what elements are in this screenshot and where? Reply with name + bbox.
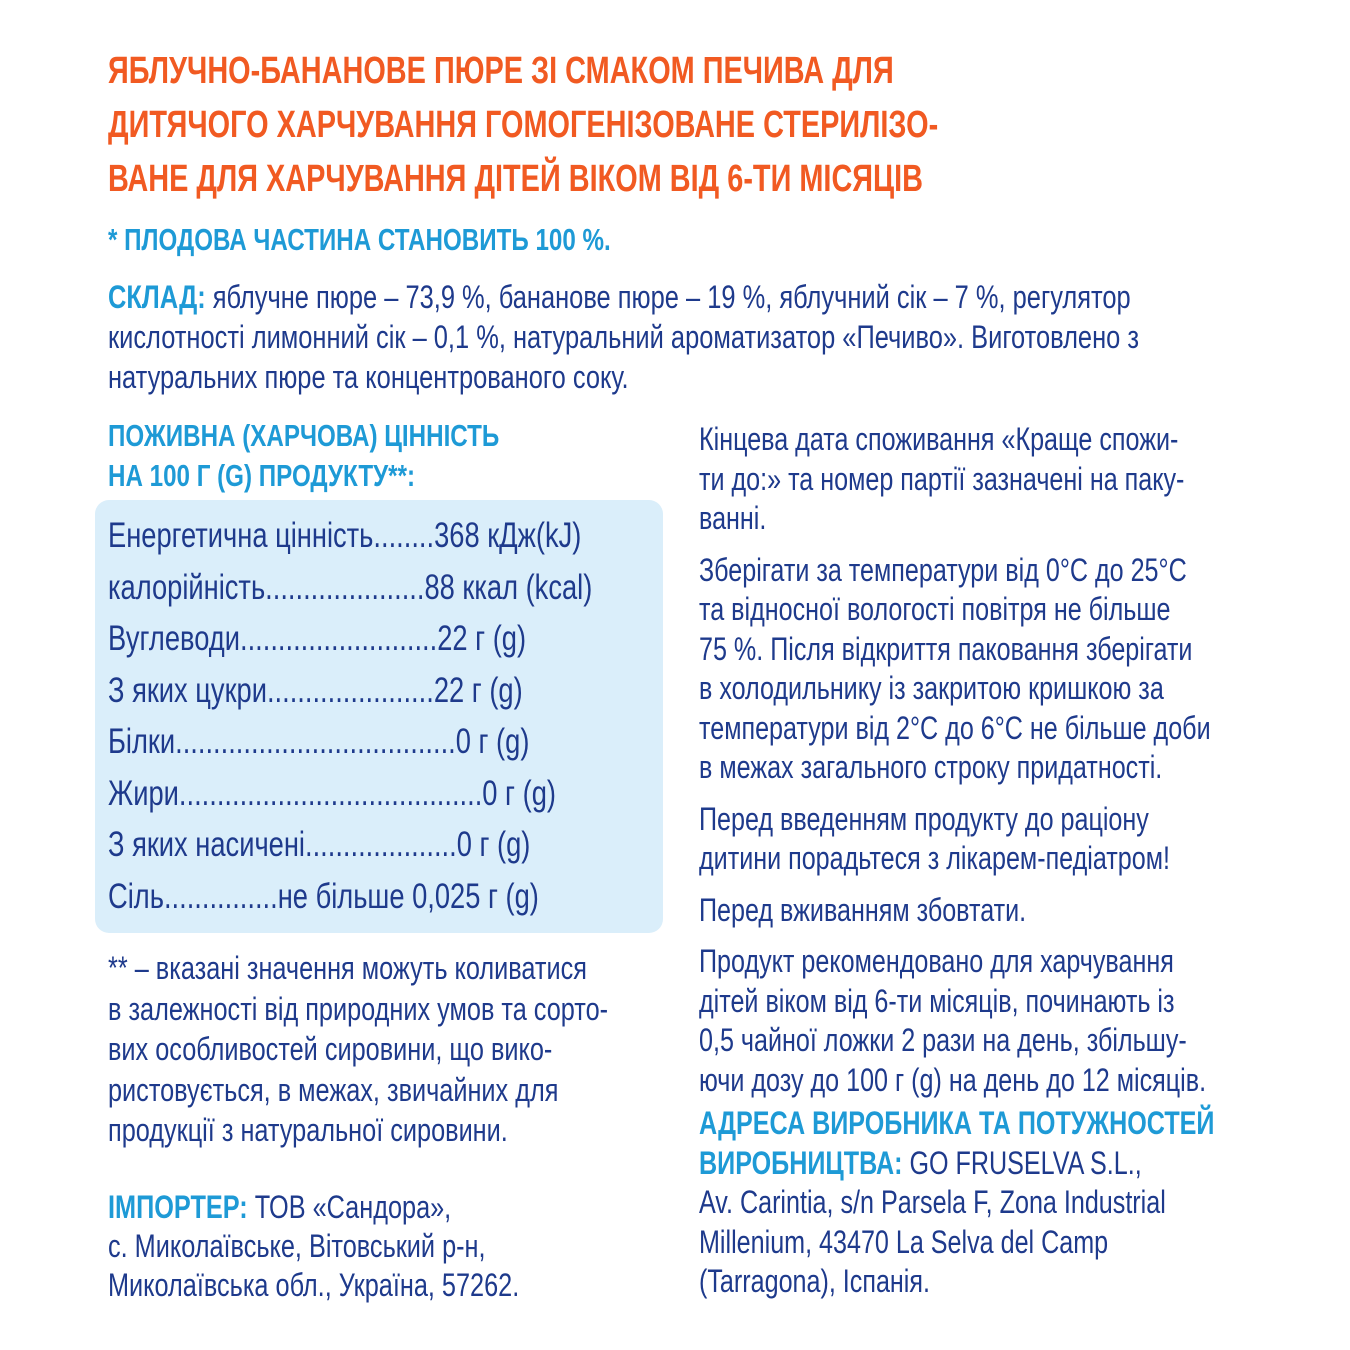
footnote-line: продукції з натуральної сировини.: [108, 1112, 508, 1148]
manufacturer-label: ВИРОБНИЦТВА:: [699, 1144, 903, 1181]
text-line: в межах загального строку придатності.: [699, 749, 1163, 785]
text-line: дітей віком від 6-ти місяців, починають із: [699, 982, 1175, 1019]
nutrition-value: 88 ккал (kcal): [424, 567, 593, 607]
recommendation-paragraph: [699, 942, 1249, 1100]
title-line: ЯБЛУЧНО-БАНАНОВЕ ПЮРЕ ЗІ СМАКОМ ПЕЧИВА ДЛЯ: [108, 50, 894, 92]
dot-leader: ........................................: [178, 773, 483, 813]
shake-paragraph: [699, 891, 1249, 931]
nutrition-heading-line: ПОЖИВНА (ХАРЧОВА) ЦІННІСТЬ: [108, 418, 500, 453]
nutrition-name: З яких цукри: [108, 670, 267, 710]
nutrition-heading-line: НА 100 Г (G) ПРОДУКТУ**:: [108, 458, 416, 493]
composition-line: натуральних пюре та концентрованого соку.: [108, 359, 629, 395]
manufacturer-address-line: (Tarragona), Іспанія.: [699, 1263, 930, 1299]
nutrition-name: З яких насичені: [108, 825, 305, 864]
fruit-content-note: * ПЛОДОВА ЧАСТИНА СТАНОВИТЬ 100 %.: [108, 222, 611, 257]
text-line: Зберігати за температури від 0°C до 25°C: [699, 551, 1187, 588]
nutrition-row-fat: [108, 774, 654, 826]
nutrition-heading: [108, 416, 499, 496]
nutrition-value: 0 г (g): [482, 773, 556, 813]
manufacturer-address-line: Millenium, 43470 La Selva del Camp: [699, 1223, 1109, 1260]
nutrition-value: не більше 0,025 г (g): [277, 876, 539, 916]
nutrition-value: 0 г (g): [455, 722, 530, 761]
dot-leader: ....................: [304, 825, 457, 864]
importer-address-line: Миколаївська обл., Україна, 57262.: [108, 1267, 520, 1303]
composition-section: [108, 277, 1237, 397]
text-line: температури від 2°C до 6°C не більше доби: [699, 709, 1211, 746]
text-line: Продукт рекомендовано для харчування: [699, 943, 1174, 979]
dot-leader: ..........................: [239, 619, 438, 658]
nutrition-row-sugars: [108, 671, 654, 723]
nutrition-value: 0 г (g): [456, 825, 531, 864]
importer-address-line: с. Миколаївське, Вітовський р-н,: [108, 1228, 486, 1264]
nutrition-row-saturated: [108, 825, 654, 877]
footnote-line: ** – вказані значення можуть коливатися: [108, 950, 587, 986]
importer-label: ІМПОРТЕР:: [108, 1189, 248, 1225]
nutrition-name: Вуглеводи: [108, 619, 240, 658]
nutrition-row-salt: [108, 877, 654, 929]
nutrition-name: Жири: [108, 773, 179, 813]
nutrition-value: 22 г (g): [433, 670, 523, 710]
doctor-paragraph: [699, 800, 1249, 879]
text-line: та відносної вологості повітря не більше: [699, 591, 1171, 627]
title-line: ДИТЯЧОГО ХАРЧУВАННЯ ГОМОГЕНІЗОВАНЕ СТЕРИЛІЗО-: [108, 104, 939, 146]
nutrition-value: 22 г (g): [437, 619, 527, 658]
footnote-line: вих особливостей сировини, що вико-: [108, 1031, 553, 1067]
nutrition-name: Енергетична цінність: [108, 516, 374, 555]
dot-leader: .....................: [265, 567, 425, 607]
manufacturer-label: АДРЕСА ВИРОБНИКА ТА ПОТУЖНОСТЕЙ: [699, 1105, 1215, 1141]
dot-leader: ...............: [163, 876, 278, 916]
right-column: [699, 420, 1249, 1314]
product-title: [108, 44, 1308, 206]
dot-leader: ......................: [266, 670, 434, 710]
nutrition-table: [108, 516, 654, 928]
composition-line: яблучне пюре – 73,9 %, бананове пюре – 19 %, яблучний сік – 7 %, регулятор: [205, 279, 1131, 315]
footnote-line: ристовується, в межах, звичайних для: [108, 1071, 559, 1108]
storage-paragraph: [699, 551, 1249, 788]
nutrition-value: 368 кДж(kJ): [434, 516, 582, 555]
text-line: Перед вживанням збовтати.: [699, 891, 1027, 928]
composition-line: кислотності лимонний сік – 0,1 %, натуральний ароматизатор «Печиво». Виготовлено з: [108, 319, 1140, 355]
manufacturer-name: GO FRUSELVA S.L.,: [902, 1144, 1142, 1181]
manufacturer-address-line: Av. Carintia, s/n Parsela F, Zona Industrial: [699, 1184, 1166, 1220]
text-line: 75 %. Після відкриття паковання зберігати: [699, 630, 1193, 667]
importer-section: [108, 1188, 661, 1305]
dot-leader: ........: [373, 516, 435, 555]
text-line: в холодильнику із закритою кришкою за: [699, 670, 1164, 706]
text-line: ючи дозу до 100 г (g) на день до 12 місяців.: [699, 1061, 1207, 1098]
nutrition-row-calories: [108, 568, 654, 620]
values-footnote: [108, 948, 653, 1151]
title-line: ВАНЕ ДЛЯ ХАРЧУВАННЯ ДІТЕЙ ВІКОМ ВІД 6-ТИ МІСЯЦІВ: [108, 158, 924, 200]
nutrition-name: калорійність: [108, 567, 266, 607]
nutrition-name: Сіль: [108, 876, 164, 916]
manufacturer-paragraph: [699, 1104, 1249, 1302]
nutrition-row-protein: [108, 722, 654, 774]
text-line: Перед введенням продукту до раціону: [699, 800, 1149, 837]
text-line: ти до:» та номер партії зазначені на паку-: [699, 460, 1185, 497]
nutrition-name: Білки: [108, 722, 176, 761]
nutrition-row-carbs: [108, 619, 654, 671]
text-line: ванні.: [699, 500, 767, 536]
composition-label: СКЛАД:: [108, 279, 206, 315]
text-line: дитини порадьтеся з лікарем-педіатром!: [699, 840, 1170, 876]
text-line: Кінцева дата споживання «Краще спожи-: [699, 421, 1179, 457]
text-line: 0,5 чайної ложки 2 рази на день, збільшу-: [699, 1022, 1187, 1058]
importer-name: ТОВ «Сандора»,: [247, 1189, 452, 1225]
dot-leader: .....................................: [175, 722, 456, 761]
footnote-line: в залежності від природних умов та сорто-: [108, 990, 609, 1027]
nutrition-row-energy: [108, 516, 654, 568]
best-before-paragraph: [699, 420, 1249, 539]
